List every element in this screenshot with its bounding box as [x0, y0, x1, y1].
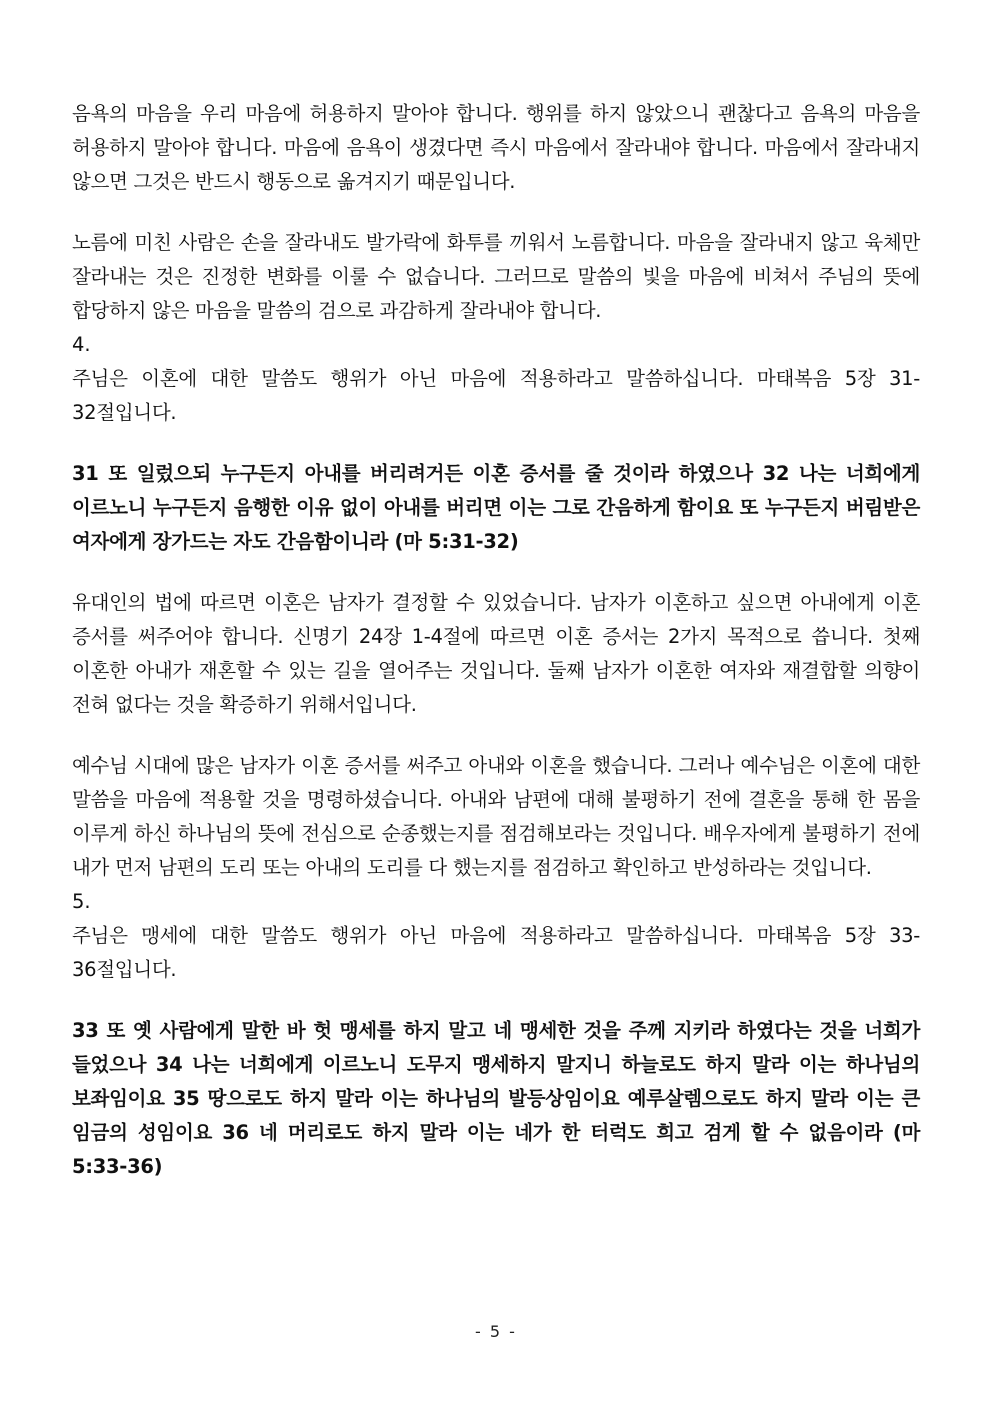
page-number: - 5 - — [475, 1322, 517, 1341]
paragraph-jewish-law: 유대인의 법에 따르면 이혼은 남자가 결정할 수 있었습니다. 남자가 이혼하고 싶으면 아내에게 이혼 증서를 써주어야 합니다. 신명기 24장 1-4절에 따르면 이혼 증서는 2가지 목적으로 씁니다. 첫째 이혼한 아내가 재혼할 수 있는 길을 열어주는 것입니다. 둘째 남자가 이혼한 여자와 재결합할 의향이 전혀 없다는 것을 확증하기 위해서입니다. — [72, 591, 920, 716]
paragraph-divorce-intro: 주님은 이혼에 대한 말씀도 행위가 아닌 마음에 적용하라고 말씀하십니다. 마태복음 5장 31-32절입니다. — [72, 367, 920, 424]
section-number-5: 5. — [72, 890, 91, 913]
section-number-4: 4. — [72, 333, 91, 356]
scripture-matthew-5-31-32: 31 또 일렀으되 누구든지 아내를 버리려거든 이혼 증서를 줄 것이라 하였으나 32 나는 너희에게 이르노니 누구든지 음행한 이유 없이 아내를 버리면 이는 그로 간음하게 함이요 또 누구든지 버림받은 여자에게 장가드는 자도 간음함이니라 (마 5:31-32) — [72, 462, 920, 553]
paragraph-jesus-era: 예수님 시대에 많은 남자가 이혼 증서를 써주고 아내와 이혼을 했습니다. 그러나 예수님은 이혼에 대한 말씀을 마음에 적용할 것을 명령하셨습니다. 아내와 남편에 대해 불평하기 전에 결혼을 통해 한 몸을 이루게 하신 하나님의 뜻에 전심으로 순종했는지를 점검해보라는 것입니다. 배우자에게 불평하기 전에 내가 먼저 남편의 도리 또는 아내의 도리를 다 했는지를 점검하고 확인하고 반성하라는 것입니다. — [72, 754, 920, 879]
scripture-matthew-5-33-36: 33 또 옛 사람에게 말한 바 헛 맹세를 하지 말고 네 맹세한 것을 주께 지키라 하였다는 것을 너희가 들었으나 34 나는 너희에게 이르노니 도무지 맹세하지 말지니 하늘로도 하지 말라 이는 하나님의 보좌임이요 35 땅으로도 하지 말라 이는 하나님의 발등상임이요 예루살렘으로도 하지 말라 이는 큰 임금의 성임이요 36 네 머리로도 하지 말라 이는 네가 한 터럭도 희고 검게 할 수 없음이라 (마 5:33-36) — [72, 1019, 920, 1178]
paragraph-lust-heart: 음욕의 마음을 우리 마음에 허용하지 말아야 합니다. 행위를 하지 않았으니 괜찮다고 음욕의 마음을 허용하지 말아야 합니다. 마음에 음욕이 생겼다면 즉시 마음에서 잘라내야 합니다. 마음에서 잘라내지 않으면 그것은 반드시 행동으로 옮겨지기 때문입니다. — [72, 102, 920, 193]
document-page — [72, 97, 920, 1184]
paragraph-oath-intro: 주님은 맹세에 대한 말씀도 행위가 아닌 마음에 적용하라고 말씀하십니다. 마태복음 5장 33-36절입니다. — [72, 924, 920, 981]
paragraph-gambler: 노름에 미친 사람은 손을 잘라내도 발가락에 화투를 끼워서 노름합니다. 마음을 잘라내지 않고 육체만 잘라내는 것은 진정한 변화를 이룰 수 없습니다. 그러므로 말씀의 빛을 마음에 비쳐서 주님의 뜻에 합당하지 않은 마음을 말씀의 검으로 과감하게 잘라내야 합니다. — [72, 231, 920, 322]
